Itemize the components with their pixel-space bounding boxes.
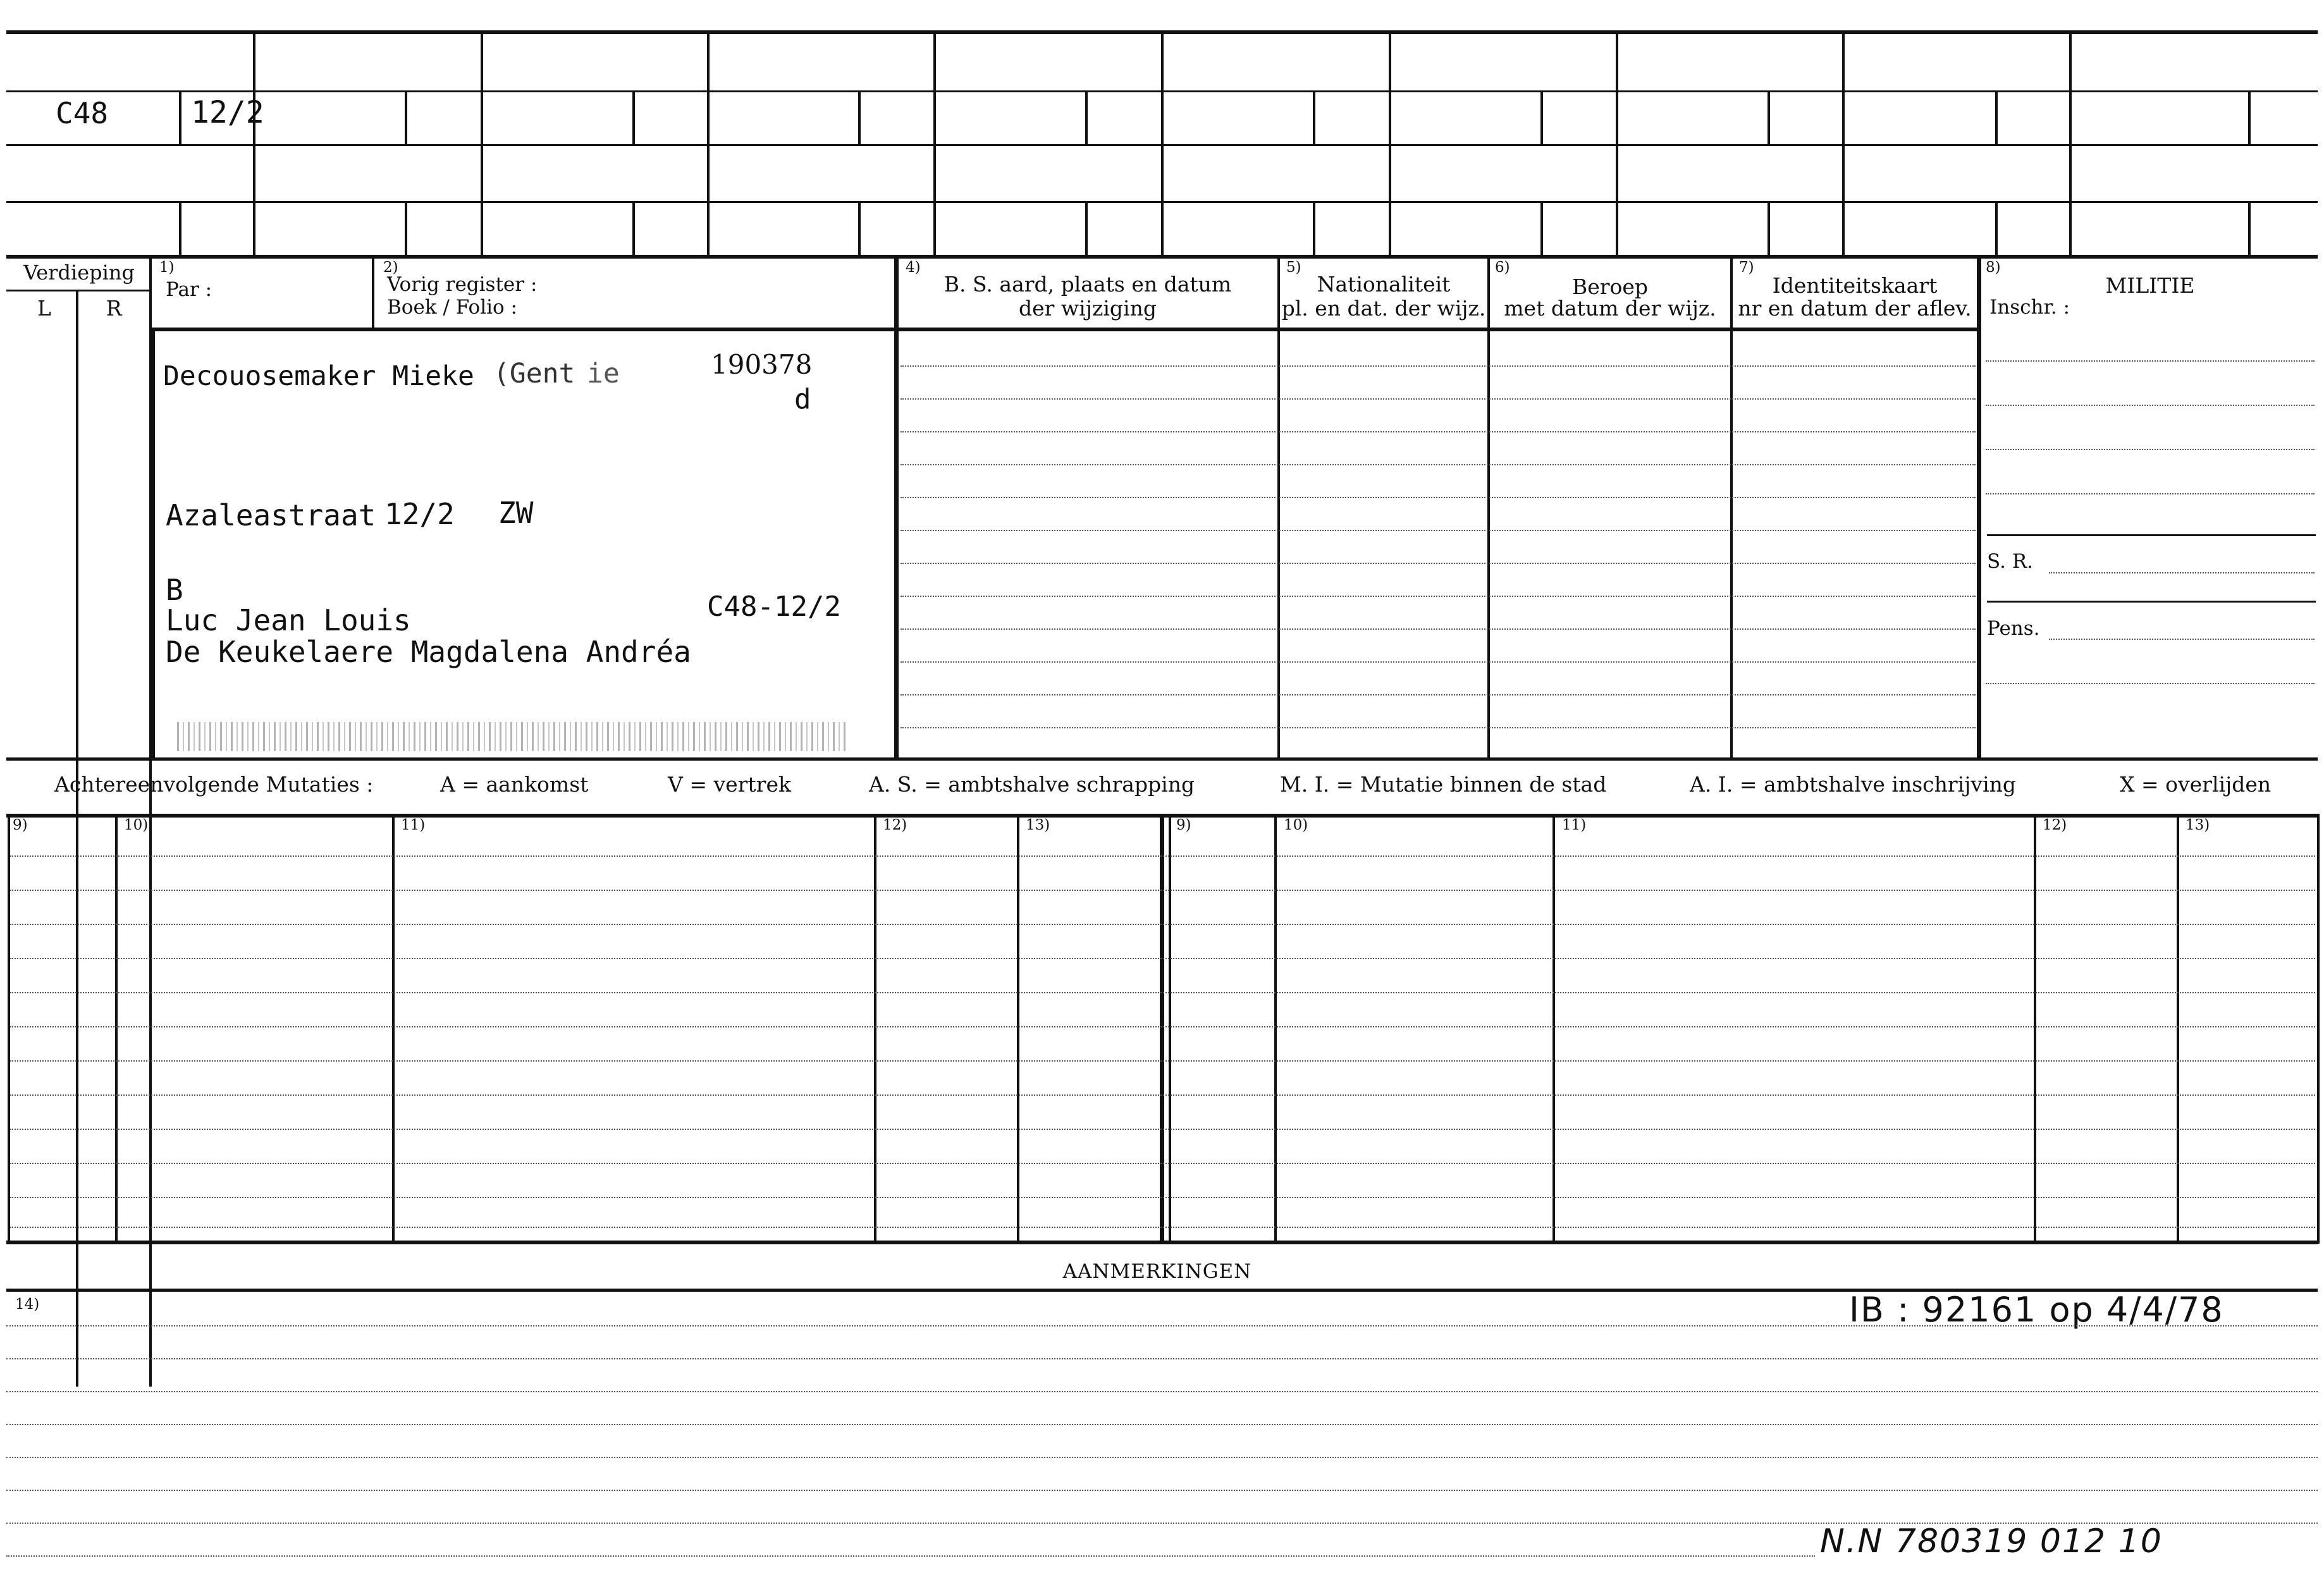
col7-label1: Identiteitskaart — [1772, 273, 1938, 298]
scan-noise — [177, 722, 847, 751]
top-code: C48 — [56, 96, 109, 130]
birthdate: 190378 — [711, 349, 813, 380]
legend-title: Achtereenvolgende Mutaties : — [54, 772, 374, 797]
street: Azaleastraat — [166, 498, 376, 532]
marker: B — [166, 573, 183, 607]
verdieping-label: Verdieping — [23, 260, 135, 285]
col11-left: 11) — [401, 817, 426, 833]
col2-label1: Vorig register : — [387, 273, 538, 296]
militie-title: MILITIE — [2105, 273, 2195, 298]
col12-right: 12) — [2043, 817, 2067, 833]
col2-number: 2) — [383, 259, 398, 276]
floor-right-label: R — [106, 296, 122, 321]
person-name: Decouosemaker Mieke — [163, 360, 474, 392]
top-subcode: 12/2 — [191, 95, 264, 130]
legend-v: V = vertrek — [668, 772, 791, 797]
birthplace-suffix: ie — [587, 358, 620, 389]
col7-number: 7) — [1739, 259, 1754, 276]
legend-as: A. S. = ambtshalve schrapping — [869, 772, 1195, 797]
zone: ZW — [498, 496, 534, 530]
legend-a: A = aankomst — [440, 772, 589, 797]
sex: d — [794, 383, 811, 415]
inschr-label: Inschr. : — [1989, 296, 2070, 319]
col9-left: 9) — [13, 817, 28, 833]
father-name: Luc Jean Louis — [166, 603, 411, 637]
legend-mi: M. I. = Mutatie binnen de stad — [1280, 772, 1607, 797]
col10-left: 10) — [124, 817, 149, 833]
col6-label2: met datum der wijz. — [1504, 296, 1716, 321]
house-number: 12/2 — [384, 497, 455, 531]
col9-right: 9) — [1176, 817, 1191, 833]
col7-label2: nr en datum der aflev. — [1738, 296, 1972, 321]
col5-label2: pl. en dat. der wijz. — [1281, 296, 1486, 321]
ib-note: IB : 92161 op 4/4/78 — [1849, 1290, 2224, 1330]
col8-number: 8) — [1986, 259, 2001, 276]
col4-number: 4) — [906, 259, 921, 276]
col11-right: 11) — [1562, 817, 1587, 833]
col1-label: Par : — [166, 278, 212, 301]
reference: C48-12/2 — [707, 591, 841, 623]
col5-label1: Nationaliteit — [1317, 272, 1451, 297]
col13-right: 13) — [2186, 817, 2210, 833]
birthplace: (Gent — [493, 358, 575, 389]
col5-number: 5) — [1286, 259, 1301, 276]
col6-number: 6) — [1495, 259, 1510, 276]
col6-label1: Beroep — [1571, 274, 1649, 299]
col10-right: 10) — [1284, 817, 1308, 833]
col13-left: 13) — [1026, 817, 1050, 833]
legend-x: X = overlijden — [2120, 772, 2272, 797]
sr-label: S. R. — [1987, 550, 2034, 573]
pens-label: Pens. — [1987, 617, 2040, 640]
mother-name: De Keukelaere Magdalena Andréa — [166, 635, 691, 669]
floor-left-label: L — [37, 296, 51, 321]
col4-label2: der wijziging — [1019, 296, 1157, 321]
remarks-number: 14) — [15, 1296, 40, 1313]
col1-number: 1) — [159, 259, 175, 276]
col12-left: 12) — [883, 817, 907, 833]
col4-label1: B. S. aard, plaats en datum — [944, 272, 1232, 297]
legend-ai: A. I. = ambtshalve inschrijving — [1690, 772, 2017, 797]
remarks-title: AANMERKINGEN — [1062, 1260, 1252, 1283]
col2-label2: Boek / Folio : — [387, 296, 517, 319]
national-number: N.N 780319 012 10 — [1820, 1523, 2163, 1560]
